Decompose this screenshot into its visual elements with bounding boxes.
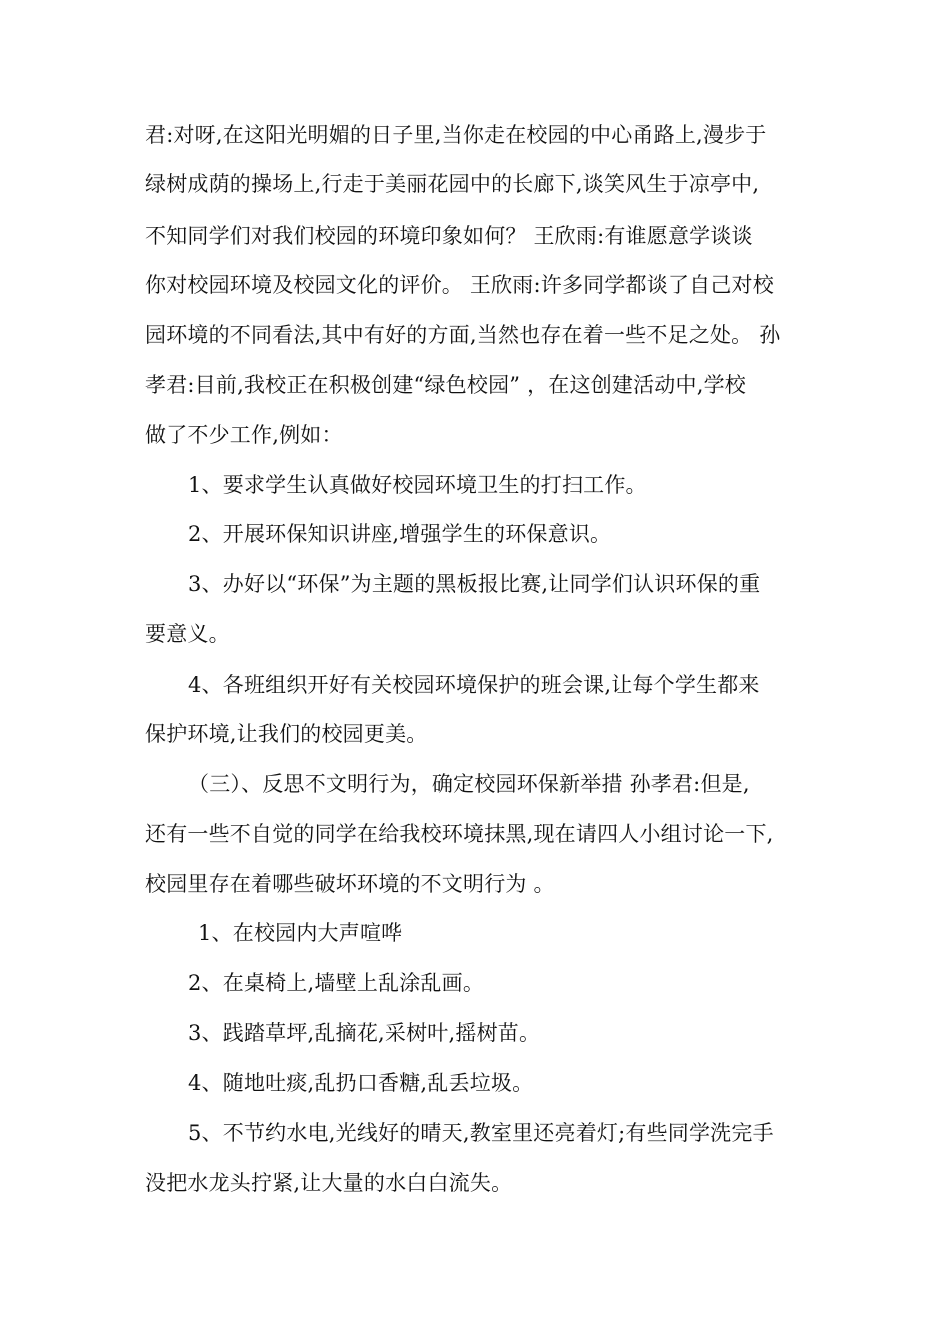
text-line: 孝君:目前,我校正在积极创建“绿色校园” ，在这创建活动中,学校	[145, 373, 746, 397]
text-line: 校园里存在着哪些破坏环境的不文明行为 。	[145, 872, 555, 896]
list-item: 4、各班组织开好有关校园环境保护的班会课,让每个学生都来	[188, 673, 760, 697]
text-line: 君:对呀,在这阳光明媚的日子里,当你走在校园的中心甬路上,漫步于	[145, 123, 767, 147]
list-item: 1、在校园内大声喧哗	[198, 921, 403, 945]
list-item: 1、要求学生认真做好校园环境卫生的打扫工作。	[188, 473, 647, 497]
text-line: 绿树成荫的操场上,行走于美丽花园中的长廊下,谈笑风生于凉亭中,	[145, 172, 760, 196]
list-item: 4、随地吐痰,乱扔口香糖,乱丢垃圾。	[188, 1071, 534, 1095]
text-line: 还有一些不自觉的同学在给我校环境抹黑,现在请四人小组讨论一下,	[145, 822, 774, 846]
text-line: 你对校园环境及校园文化的评价。 王欣雨:许多同学都谈了自己对校	[145, 273, 774, 297]
list-item: 2、开展环保知识讲座,增强学生的环保意识。	[188, 522, 612, 546]
text-line: 没把水龙头拧紧,让大量的水白白流失。	[145, 1171, 513, 1195]
list-item: 2、在桌椅上,墙壁上乱涂乱画。	[188, 971, 485, 995]
list-item: 5、不节约水电,光线好的晴天,教室里还亮着灯;有些同学洗完手	[188, 1121, 774, 1145]
section-heading: （三）、反思不文明行为，确定校园环保新举措 孙孝君:但是,	[188, 772, 750, 796]
list-item: 3、办好以“环保”为主题的黑板报比赛,让同学们认识环保的重	[188, 572, 761, 596]
text-line: 做了不少工作,例如：	[145, 423, 343, 447]
list-item: 3、践踏草坪,乱摘花,采树叶,摇树苗。	[188, 1021, 541, 1045]
text-line: 园环境的不同看法,其中有好的方面,当然也存在着一些不足之处。 孙	[145, 323, 781, 347]
text-line: 要意义。	[145, 622, 230, 646]
text-line: 不知同学们对我们校园的环境印象如何？ 王欣雨:有谁愿意学谈谈	[145, 224, 753, 248]
text-line: 保护环境,让我们的校园更美。	[145, 722, 428, 746]
